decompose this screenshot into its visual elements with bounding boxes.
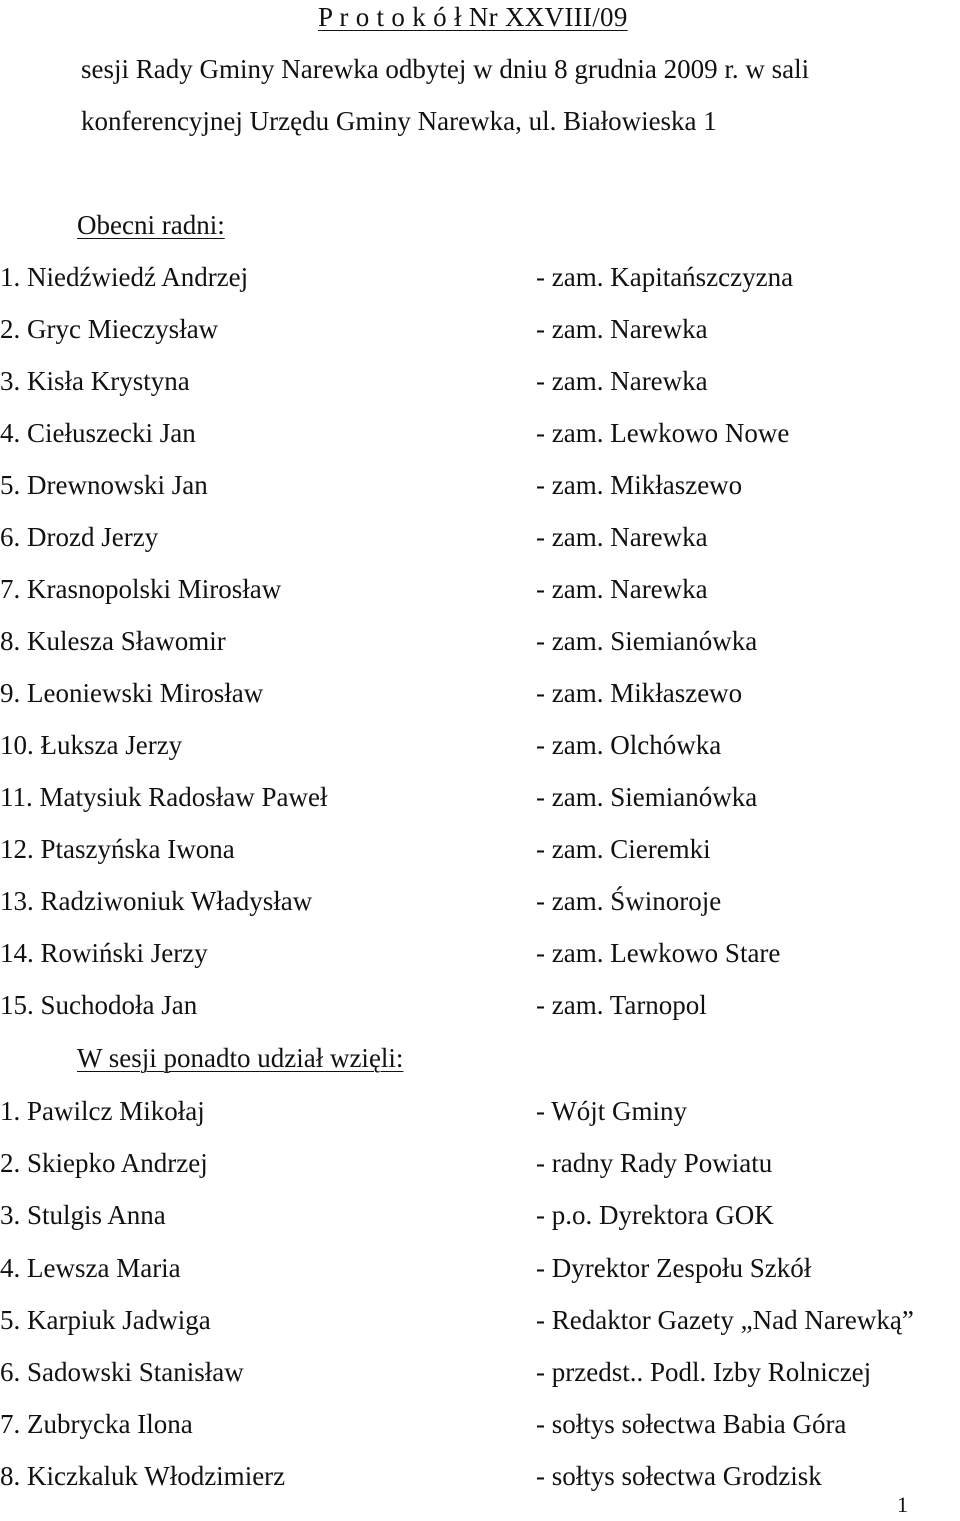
session-description-line-2: konferencyjnej Urzędu Gminy Narewka, ul. Białowieska 1 [81, 106, 717, 136]
councillor-row [0, 936, 960, 970]
councillor-residence: - zam. Narewka [536, 314, 708, 344]
councillor-name: 8. Kulesza Sławomir [0, 626, 226, 656]
councillor-row [0, 676, 960, 710]
councillor-name: 5. Drewnowski Jan [0, 470, 208, 500]
councillor-name: 13. Radziwoniuk Władysław [0, 886, 313, 916]
councillor-name: 14. Rowiński Jerzy [0, 938, 208, 968]
councillor-name: 7. Krasnopolski Mirosław [0, 574, 282, 604]
attendee-name: 1. Pawilcz Mikołaj [0, 1096, 205, 1126]
councillor-residence: - zam. Lewkowo Stare [536, 938, 781, 968]
attendee-row [0, 1251, 960, 1285]
attendee-role: - Wójt Gminy [536, 1096, 687, 1126]
councillor-residence: - zam. Narewka [536, 522, 708, 552]
attendee-name: 7. Zubrycka Ilona [0, 1409, 193, 1439]
councillor-name: 2. Gryc Mieczysław [0, 314, 219, 344]
attendee-role: - radny Rady Powiatu [536, 1148, 773, 1178]
councillor-residence: - zam. Narewka [536, 574, 708, 604]
attendee-row [0, 1094, 960, 1128]
councillor-row [0, 572, 960, 606]
attendee-role: - sołtys sołectwa Grodzisk [536, 1461, 822, 1491]
councillor-residence: - zam. Cieremki [536, 834, 711, 864]
councillor-residence: - zam. Siemianówka [536, 626, 758, 656]
councillor-name: 12. Ptaszyńska Iwona [0, 834, 235, 864]
councillor-row [0, 260, 960, 294]
councillor-row [0, 364, 960, 398]
councillor-name: 9. Leoniewski Mirosław [0, 678, 264, 708]
attendee-name: 2. Skiepko Andrzej [0, 1148, 208, 1178]
councillor-residence: - zam. Lewkowo Nowe [536, 418, 790, 448]
other-attendees-heading: W sesji ponadto udział wzięli: [77, 1043, 404, 1073]
attendee-role: - Dyrektor Zespołu Szkół [536, 1253, 812, 1283]
councillor-residence: - zam. Mikłaszewo [536, 678, 743, 708]
attendee-name: 8. Kiczkaluk Włodzimierz [0, 1461, 286, 1491]
document-title: P r o t o k ó ł Nr XXVIII/09 [318, 2, 628, 32]
councillor-row [0, 312, 960, 346]
councillor-row [0, 988, 960, 1022]
attendee-row [0, 1198, 960, 1232]
councillor-name: 6. Drozd Jerzy [0, 522, 159, 552]
councillor-row [0, 520, 960, 554]
session-description-line-1: sesji Rady Gminy Narewka odbytej w dniu 8 grudnia 2009 r. w sali [81, 54, 810, 84]
attendee-role: - Redaktor Gazety „Nad Narewką” [536, 1305, 914, 1335]
councillor-residence: - zam. Narewka [536, 366, 708, 396]
attendee-row [0, 1146, 960, 1180]
councillor-row [0, 884, 960, 918]
attendee-row [0, 1407, 960, 1441]
councillor-name: 10. Łuksza Jerzy [0, 730, 183, 760]
attendee-role: - sołtys sołectwa Babia Góra [536, 1409, 847, 1439]
page-number: 1 [897, 1492, 908, 1517]
councillor-row [0, 416, 960, 450]
attendee-name: 3. Stulgis Anna [0, 1200, 166, 1230]
attendee-role: - p.o. Dyrektora GOK [536, 1200, 774, 1230]
attendee-name: 4. Lewsza Maria [0, 1253, 181, 1283]
present-councillors-heading: Obecni radni: [77, 210, 225, 240]
councillor-name: 1. Niedźwiedź Andrzej [0, 262, 249, 292]
attendee-row [0, 1303, 960, 1337]
attendee-role: - przedst.. Podl. Izby Rolniczej [536, 1357, 872, 1387]
councillor-residence: - zam. Kapitańszczyzna [536, 262, 794, 292]
attendee-row [0, 1459, 960, 1493]
attendee-name: 6. Sadowski Stanisław [0, 1357, 244, 1387]
councillor-name: 3. Kisła Krystyna [0, 366, 190, 396]
attendee-row [0, 1355, 960, 1389]
councillor-name: 11. Matysiuk Radosław Paweł [0, 782, 328, 812]
councillor-name: 4. Ciełuszecki Jan [0, 418, 196, 448]
councillor-row [0, 468, 960, 502]
councillor-residence: - zam. Świnoroje [536, 886, 722, 916]
councillor-row [0, 624, 960, 658]
councillor-residence: - zam. Mikłaszewo [536, 470, 743, 500]
councillor-name: 15. Suchodoła Jan [0, 990, 198, 1020]
councillor-residence: - zam. Siemianówka [536, 782, 758, 812]
councillor-row [0, 832, 960, 866]
councillor-row [0, 780, 960, 814]
attendee-name: 5. Karpiuk Jadwiga [0, 1305, 211, 1335]
councillor-row [0, 728, 960, 762]
councillor-residence: - zam. Olchówka [536, 730, 722, 760]
councillor-residence: - zam. Tarnopol [536, 990, 707, 1020]
